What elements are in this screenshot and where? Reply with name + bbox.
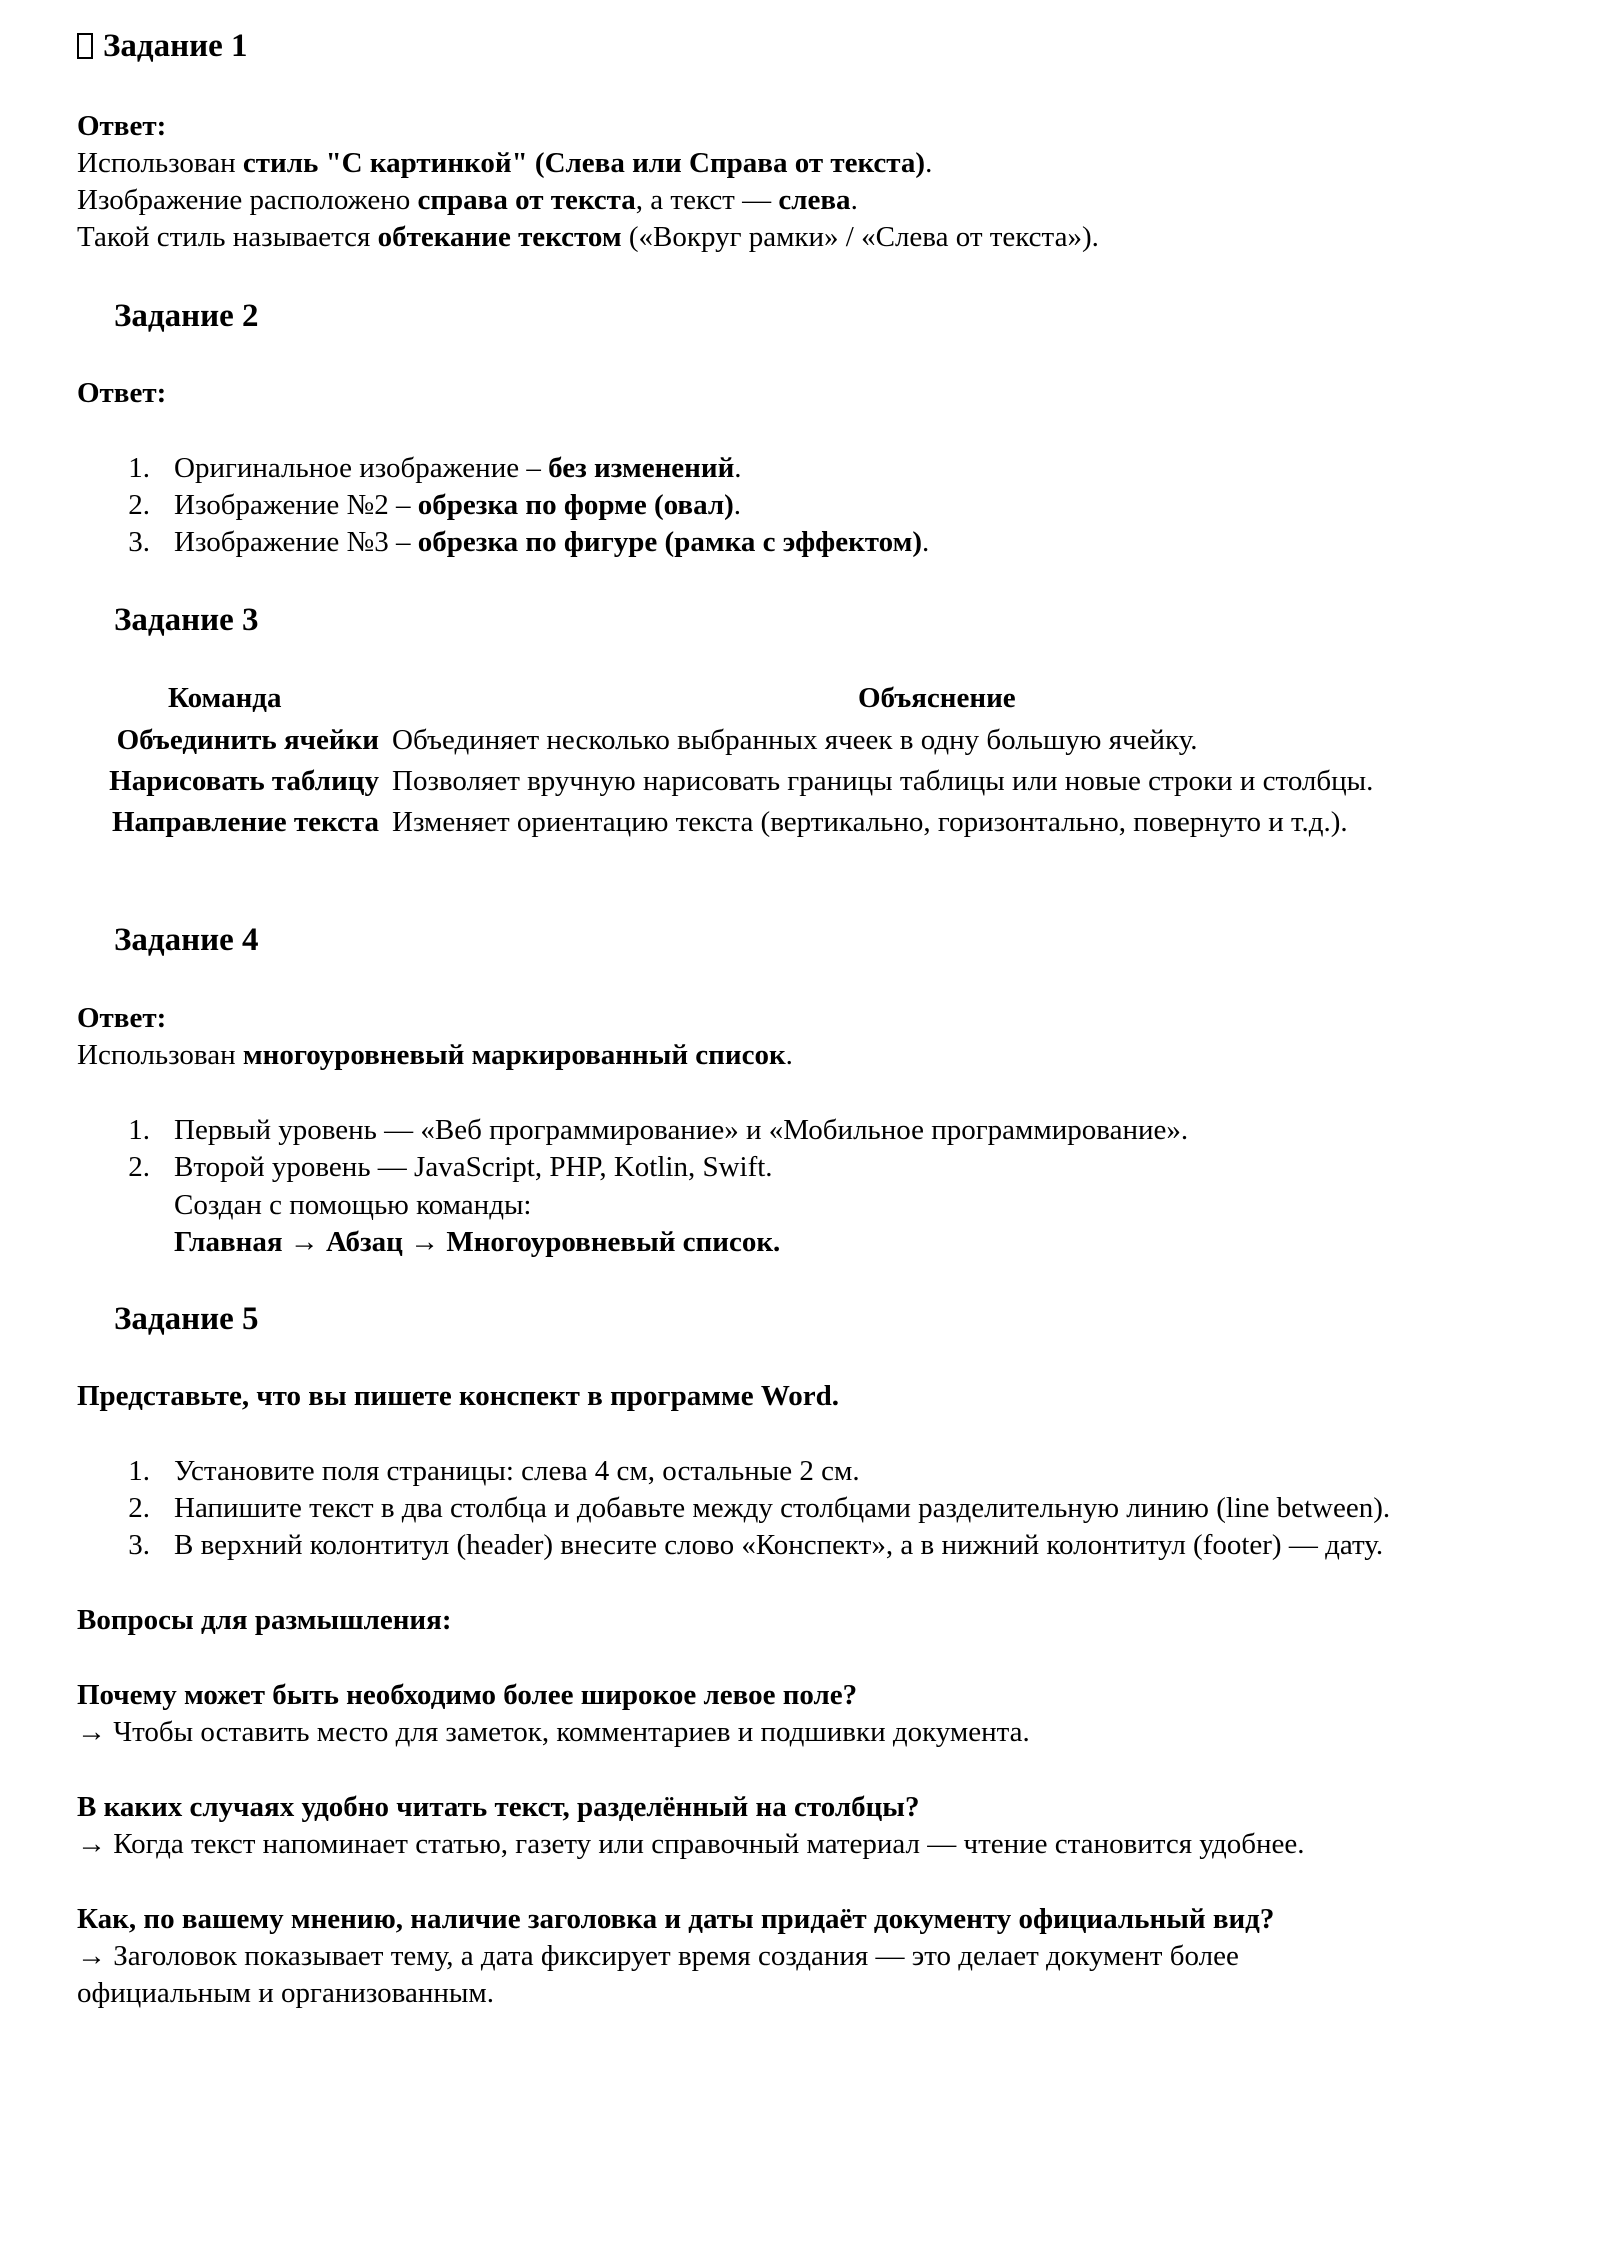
task4-created-with: Создан с помощью команды: [174,1189,532,1221]
task2-heading: Задание 2 [114,298,259,334]
task5-intro: Представьте, что вы пишете конспект в программе Word. [77,1380,840,1412]
questions-label: Вопросы для размышления: [77,1604,452,1636]
task2-answer-label: Ответ: [77,377,167,409]
task5-heading: Задание 5 [114,1301,259,1337]
task4-line1: Использован многоуровневый маркированный список. [77,1039,793,1071]
task1-line1: Использован стиль "С картинкой" (Слева или Справа от текста). [77,147,933,179]
task1-heading-text: Задание 1 [103,28,248,64]
document-page: Задание 1 Ответ: Использован стиль "С картинкой" (Слева или Справа от текста). Изображение расположено справа от текста, а текст — слева. Такой стиль называется обтекание текстом («Вокруг рамки» / «Слева от текста»). Задание 2 Ответ: 1. Оригинальное изображение – без изменений. 2. Изображение №2 – обрезка по форме (овал). 3. Изображение №3 – обрезка по фигуре (рамка с эффектом). Задание 3 Команда Объяснение Объединить ячейки Объединяет несколько выбранных ячеек в одну большую ячейку. Нарисовать таблицу Позволяет вручную нарисовать границы таблицы или новые строки и столбцы. Направление текста Изменяет ориентацию текста (вертикально, горизонтально, повернуто и т.д.). Задание 4 Ответ: Использован многоуровневый маркированный список. 1. Первый уровень — «Веб программирование» и «Мобильное программирование». 2. Второй уровень — JavaScript, PHP, Kotlin, Swift. Создан с помощью команды: Главная → Абзац → Многоуровневый список. Задание 5 Представьте, что вы пишете конспект в программе Word. 1. Установите поля страницы: слева 4 см, остальные 2 см. 2. Напишите текст в два столбца и добавьте между столбцами разделительную линию (line between). 3. В верхний колонтитул (header) внесите слово «Конспект», а в нижний колонтитул (footer) — дату. Вопросы для размышления: Почему может быть необходимо более широкое левое поле? → Чтобы оставить место для заметок, комментариев и подшивки документа. В каких случаях удобно читать текст, разделённый на столбцы? → Когда текст напоминает статью, газету или справочный материал — чтение становится удобнее. Как, по вашему мнению, наличие заголовка и даты придаёт документу официальный вид? → Заголовок показывает тему, а дата фиксирует время создания — это делает документ более официальным и организованным. [0,0,1600,2262]
answer-3-line1: → Заголовок показывает тему, а дата фиксирует время создания — это делает документ более [77,1940,1239,1972]
table-header-command: Команда [168,682,282,714]
question-2: В каких случаях удобно читать текст, разделённый на столбцы? [77,1791,920,1823]
answer-3-line2: официальным и организованным. [77,1977,494,2009]
task1-line2: Изображение расположено справа от текста, а текст — слева. [77,184,858,216]
table-header-explanation: Объяснение [858,682,1016,714]
task3-heading: Задание 3 [114,602,259,638]
task4-answer-label: Ответ: [77,1002,167,1034]
task1-heading [77,26,248,66]
task4-heading: Задание 4 [114,922,259,958]
answer-2: → Когда текст напоминает статью, газету или справочный материал — чтение становится удобнее. [77,1828,1305,1860]
task4-command: Главная → Абзац → Многоуровневый список. [174,1226,781,1258]
question-1: Почему может быть необходимо более широкое левое поле? [77,1679,858,1711]
missing-glyph-icon [77,33,93,59]
answer-1: → Чтобы оставить место для заметок, комментариев и подшивки документа. [77,1716,1030,1748]
question-3: Как, по вашему мнению, наличие заголовка и даты придаёт документу официальный вид? [77,1903,1275,1935]
task1-line3: Такой стиль называется обтекание текстом («Вокруг рамки» / «Слева от текста»). [77,221,1099,253]
task1-answer-label: Ответ: [77,110,167,142]
